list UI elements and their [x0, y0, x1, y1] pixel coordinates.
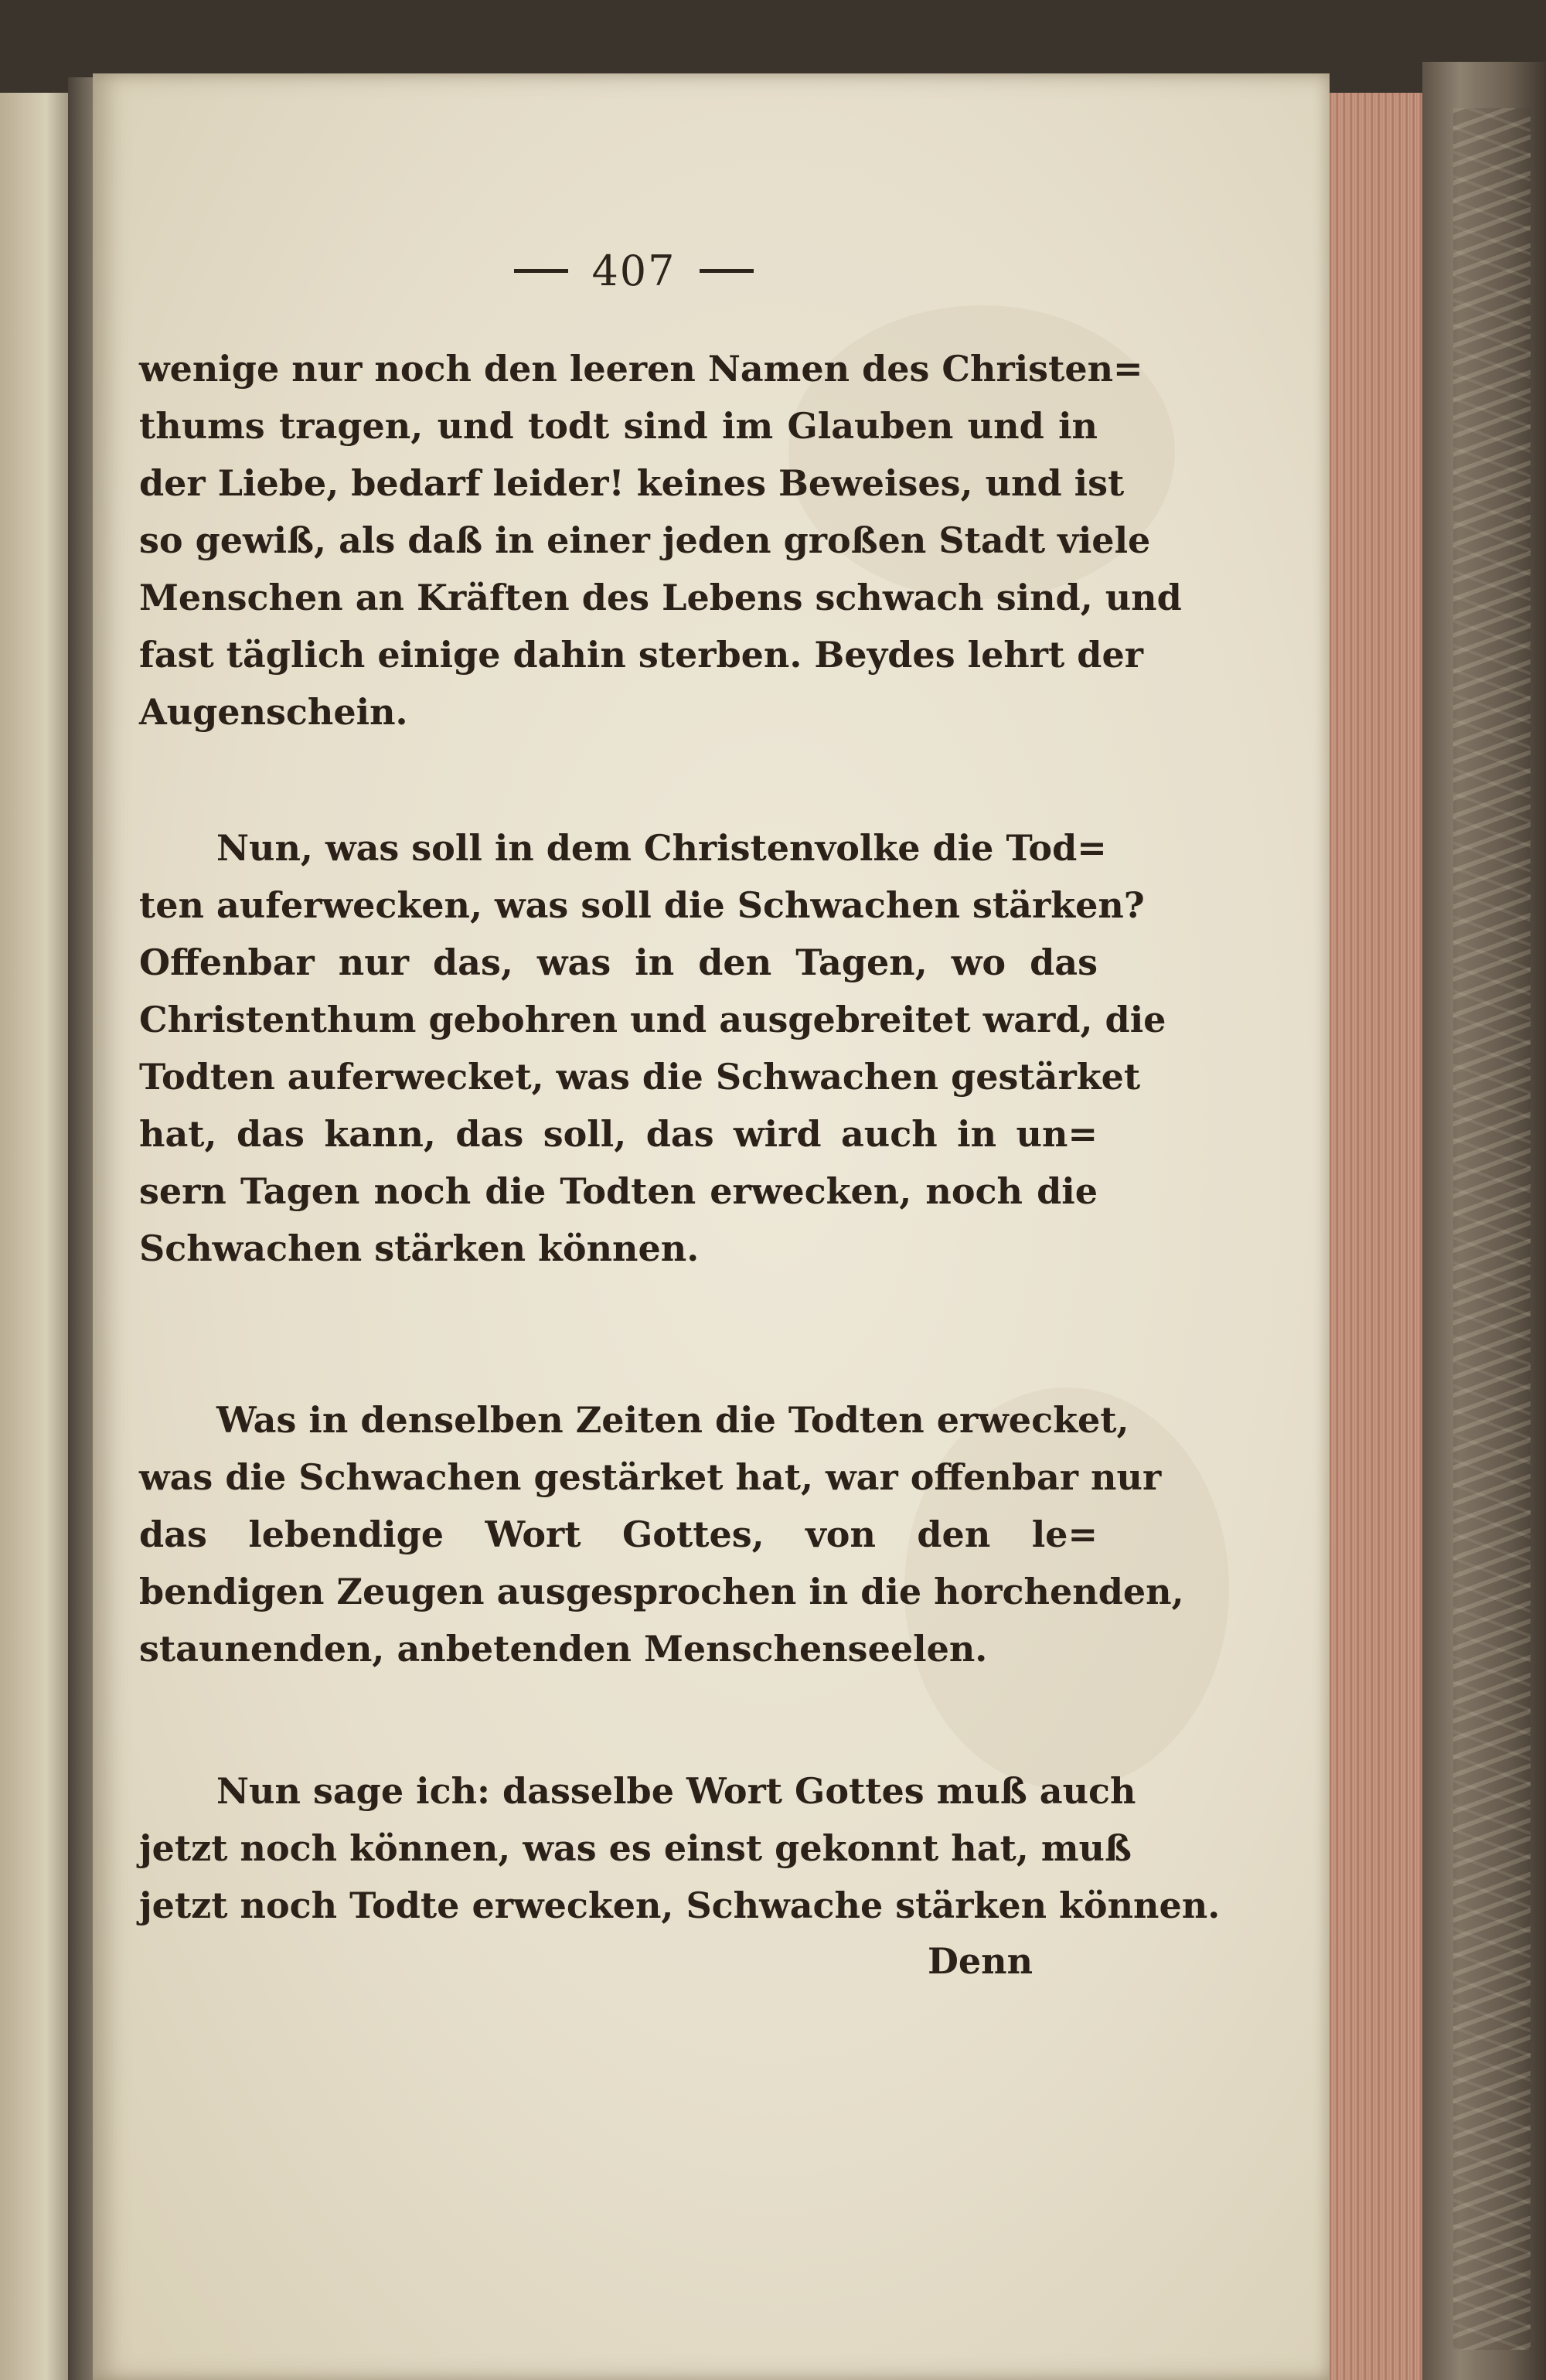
text-line: Todten auferwecket, was die Schwachen gestärket — [139, 1056, 1141, 1098]
text-line: Menschen an Kräften des Lebens schwach sind, und — [139, 577, 1182, 618]
page-header — [479, 236, 788, 305]
paragraph-4 — [139, 1762, 1221, 1934]
text-line: staunenden, anbetenden Menschenseelen. — [139, 1628, 988, 1670]
text-line: Nun, was soll in dem Christenvolke die Tod= — [216, 827, 1107, 869]
text-line: Offenbar nur das, was in den Tagen, wo das — [139, 941, 1098, 983]
header-dash-left — [514, 269, 568, 273]
text-line: Christenthum gebohren und ausgebreitet ward, die — [139, 999, 1166, 1040]
text-line: ten auferwecken, was soll die Schwachen stärken? — [139, 884, 1145, 926]
paragraph-3 — [139, 1391, 1184, 1677]
text-line: sern Tagen noch die Todten erwecken, noch die — [139, 1170, 1098, 1212]
text-line: fast täglich einige dahin sterben. Beydes lehrt der — [139, 634, 1143, 676]
text-line: wenige nur noch den leeren Namen des Christen= — [139, 348, 1143, 390]
catchword: Denn — [928, 1940, 1034, 1982]
text-line: jetzt noch können, was es einst gekonnt hat, muß — [139, 1827, 1132, 1869]
text-line: Schwachen stärken können. — [139, 1227, 700, 1269]
text-line: thums tragen, und todt sind im Glauben und in — [139, 405, 1098, 447]
text-line: so gewiß, als daß in einer jeden großen Stadt viele — [139, 519, 1151, 561]
text-line: jetzt noch Todte erwecken, Schwache stärken können. — [139, 1885, 1221, 1926]
text-line: was die Schwachen gestärket hat, war offenbar nur — [139, 1456, 1162, 1498]
text-line: das lebendige Wort Gottes, von den le= — [139, 1513, 1098, 1555]
text-line: Augenschein. — [139, 691, 408, 733]
text-line: der Liebe, bedarf leider! keines Beweises, und ist — [139, 462, 1125, 504]
text-line: Was in denselben Zeiten die Todten erwecket, — [216, 1399, 1129, 1441]
paragraph-1 — [139, 340, 1182, 741]
paragraph-2 — [139, 819, 1166, 1277]
text-line: Nun sage ich: dasselbe Wort Gottes muß auch — [216, 1770, 1136, 1812]
page-edges — [1326, 93, 1426, 2380]
text-line: hat, das kann, das soll, das wird auch in un= — [139, 1113, 1098, 1155]
header-dash-right — [700, 269, 754, 273]
text-line: bendigen Zeugen ausgesprochen in die horchenden, — [139, 1571, 1184, 1612]
cover-marbling — [1453, 108, 1531, 2350]
page-number: 407 — [591, 246, 676, 295]
left-page-edge — [0, 93, 77, 2380]
